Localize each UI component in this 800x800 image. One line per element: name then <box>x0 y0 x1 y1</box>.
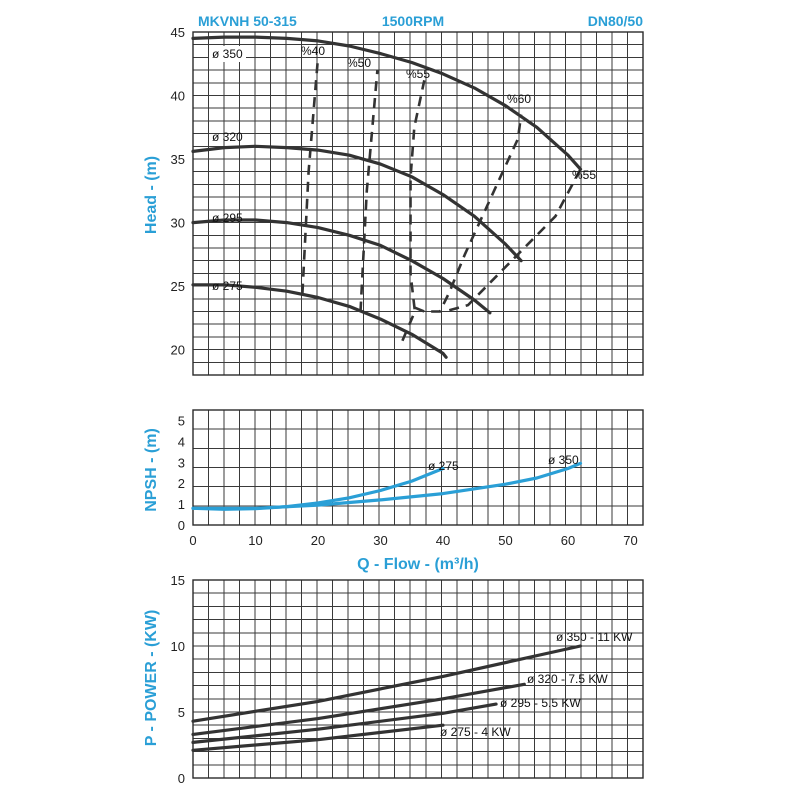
npsh-xtick-label: 0 <box>189 533 197 548</box>
power-ytick-label: 10 <box>170 639 185 654</box>
head-ytick-label: 40 <box>170 88 185 104</box>
npsh-ytick-label: 3 <box>177 455 185 471</box>
efficiency-line-50 <box>361 70 378 311</box>
series-line-275 <box>193 285 446 357</box>
head-ytick-label: 35 <box>170 152 185 168</box>
npsh-xtick-label: 10 <box>248 533 263 548</box>
npsh-xtick-label: 40 <box>435 533 451 548</box>
npsh-ytick-label: 1 <box>177 497 185 513</box>
series-label-350-11-kw: ø 350 - 11 KW <box>556 630 633 644</box>
npsh-ytick-label: 2 <box>177 476 185 492</box>
efficiency-label-55: %55 <box>406 67 431 81</box>
head-axis-title: Head - (m) <box>143 155 160 235</box>
header-connection: DN80/50 <box>587 13 643 29</box>
efficiency-label-40: %40 <box>301 44 326 58</box>
series-line-275 <box>193 469 443 510</box>
power-ytick-label: 5 <box>177 705 185 720</box>
npsh-ytick-label: 4 <box>177 434 185 450</box>
efficiency-line-55 <box>449 169 580 310</box>
head-grid <box>193 32 643 375</box>
flow-axis-title: Q - Flow - (m³/h) <box>357 556 479 573</box>
efficiency-label-55: %55 <box>572 168 597 182</box>
series-label-320: ø 320 <box>212 130 243 144</box>
efficiency-label-50: %50 <box>347 56 372 70</box>
npsh-xtick-label: 20 <box>310 533 326 548</box>
npsh-xtick-label: 70 <box>623 533 638 548</box>
head-plot <box>171 25 643 375</box>
npsh-xtick-label: 30 <box>373 533 388 548</box>
efficiency-label-60: %60 <box>507 92 532 106</box>
npsh-xtick-label: 60 <box>560 533 576 548</box>
series-label-275: ø 275 <box>428 459 459 473</box>
npsh-ytick-label: 5 <box>177 413 185 429</box>
head-frame <box>193 32 643 375</box>
npsh-ytick-label: 0 <box>177 518 185 533</box>
efficiency-line-55 <box>402 80 424 340</box>
head-ytick-label: 45 <box>170 25 185 40</box>
series-label-275-4-kw: ø 275 - 4 KW <box>440 725 511 739</box>
series-label-295: ø 295 <box>212 211 243 225</box>
efficiency-line-40 <box>302 57 318 293</box>
series-line-350 <box>193 463 581 508</box>
series-label-295-5-5-kw: ø 295 - 5.5 KW <box>500 696 581 710</box>
series-label-350: ø 350 <box>548 453 579 467</box>
power-axis-title: P - POWER - (KW) <box>143 609 160 747</box>
head-ytick-label: 30 <box>170 215 185 231</box>
series-label-350: ø 350 <box>212 47 243 61</box>
header-speed: 1500RPM <box>381 13 445 29</box>
power-plot <box>171 573 643 786</box>
series-label-275: ø 275 <box>212 279 243 293</box>
power-ytick-label: 15 <box>170 573 185 588</box>
head-ytick-label: 25 <box>170 279 185 295</box>
series-label-320-7-5-kw: ø 320 - 7.5 KW <box>527 672 608 686</box>
npsh-axis-title: NPSH - (m) <box>143 428 160 512</box>
npsh-xtick-label: 50 <box>498 533 513 548</box>
npsh-plot <box>178 410 643 548</box>
power-ytick-label: 0 <box>177 771 185 786</box>
header-model: MKVNH 50-315 <box>198 13 297 29</box>
head-ytick-label: 20 <box>170 342 185 358</box>
